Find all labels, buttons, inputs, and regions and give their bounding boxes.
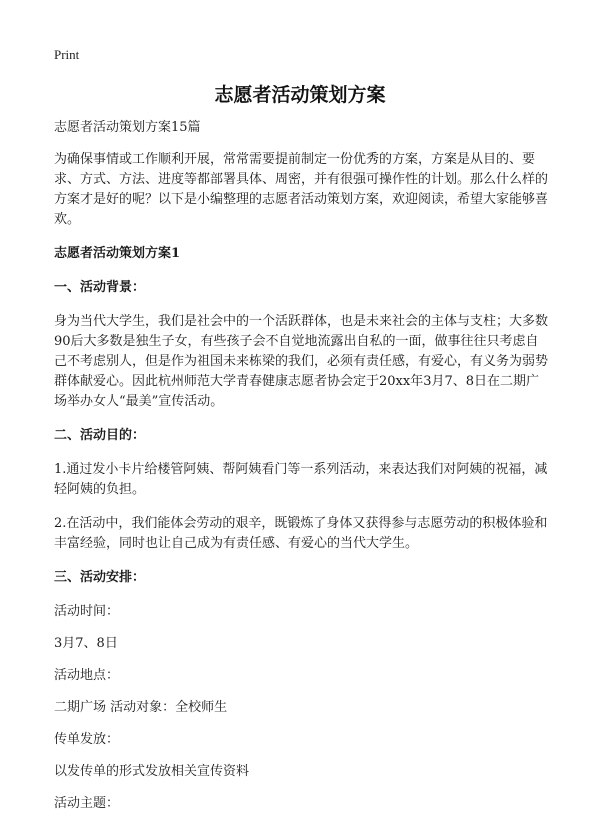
intro-paragraph: 为确保事情或工作顺利开展，常常需要提前制定一份优秀的方案，方案是从目的、要求、方式、方法、进度等都部署具体、周密，并有很强可操作性的计划。那么什么样的方案才是好的呢？以下是小编整理的志愿者活动策划方案，欢迎阅读，希望大家能够喜欢。 bbox=[54, 152, 549, 227]
document-subtitle: 志愿者活动策划方案15篇 bbox=[54, 120, 201, 135]
purpose-item-2: 2.在活动中，我们能体会劳动的艰辛，既锻炼了身体又获得参与志愿劳动的积极体验和丰富经验，同时也让自己成为有责任感、有爱心的当代大学生。 bbox=[54, 516, 548, 551]
page-title: 志愿者活动策划方案 bbox=[214, 84, 386, 106]
flyer-label: 传单发放： bbox=[54, 732, 120, 747]
activity-place-value: 二期广场 活动对象：全校师生 bbox=[54, 700, 228, 715]
section-background-heading: 一、活动背景： bbox=[54, 280, 146, 295]
activity-time-label: 活动时间： bbox=[54, 604, 120, 619]
section-arrangement-heading: 三、活动安排： bbox=[54, 570, 146, 585]
activity-theme-label: 活动主题： bbox=[54, 796, 120, 811]
background-paragraph: 身为当代大学生，我们是社会中的一个活跃群体，也是未来社会的主体与支柱；大多数90后大多数是独生子女，有些孩子会不自觉地流露出自私的一面，做事往往只考虑自己不考虑别人，但是作为祖国未来栋梁的我们，必须有责任感，有爱心，有义务为弱势群体献爱心。因此杭州师范大学青春健康志愿者协会定于20xx年3月7、8日在二期广场举办女人“最美”宣传活动。 bbox=[54, 314, 549, 409]
flyer-value: 以发传单的形式发放相关宣传资料 bbox=[54, 764, 250, 779]
purpose-item-1: 1.通过发小卡片给楼管阿姨、帮阿姨看门等一系列活动，来表达我们对阿姨的祝福，减轻阿姨的负担。 bbox=[54, 462, 548, 497]
print-link[interactable]: Print bbox=[54, 47, 80, 62]
section-purpose-heading: 二、活动目的： bbox=[54, 428, 146, 443]
activity-place-label: 活动地点： bbox=[54, 668, 120, 683]
document-body bbox=[54, 118, 548, 826]
activity-time-value: 3月7、8日 bbox=[54, 636, 118, 651]
plan-heading: 志愿者活动策划方案1 bbox=[54, 246, 181, 261]
